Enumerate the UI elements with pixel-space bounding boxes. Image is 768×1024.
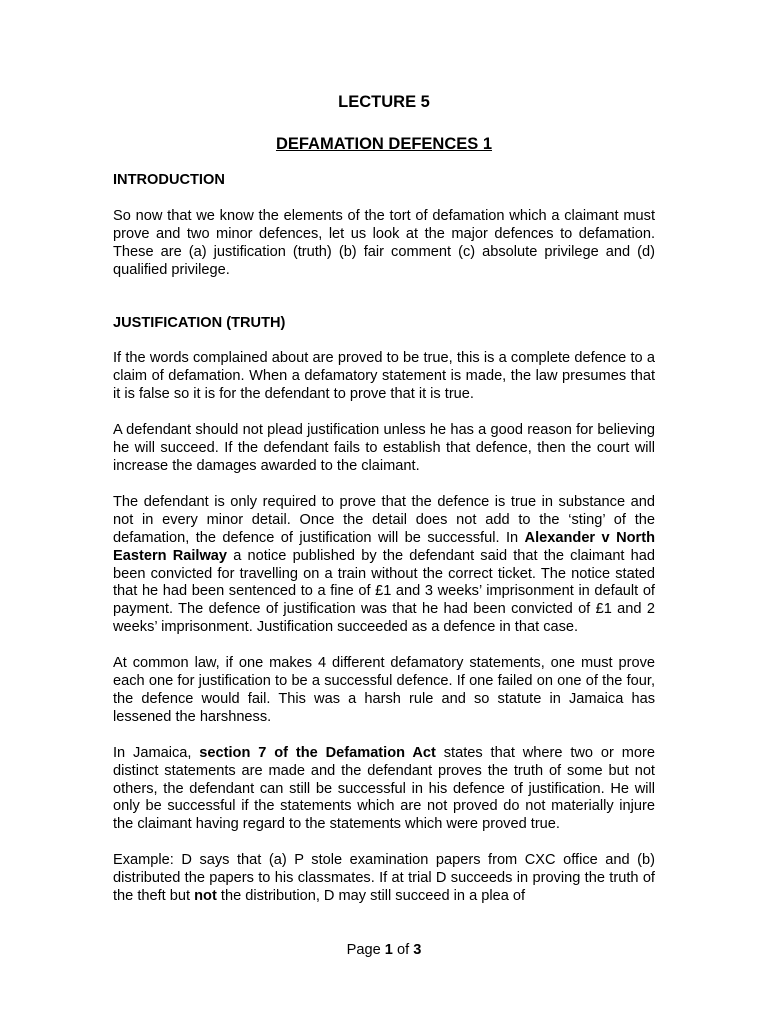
paragraph-plead-justification: A defendant should not plead justification unless he has a good reason for believing he will succeed. If the defendant fails to establish that defence, then the court will increase the damages awarded to the claimant.	[113, 422, 655, 474]
paragraph-complete-defence: If the words complained about are proved to be true, this is a complete defence to a claim of defamation. When a defamatory statement is made, the law presumes that it is false so it is for the defendant to prove that it is true.	[113, 350, 655, 403]
page-label: Page	[346, 942, 385, 958]
paragraph-jamaica-statute	[113, 745, 655, 835]
paragraph-example-text-a: Example: D says that (a) P stole examination papers from CXC office and (b) distributed the papers to his classmates. If at trial D succeeds in proving the truth of the theft but	[113, 852, 655, 905]
document-subtitle: DEFAMATION DEFENCES 1	[275, 135, 493, 153]
of-label: of	[392, 942, 414, 958]
introduction-heading: INTRODUCTION	[113, 172, 225, 188]
page-number: 1	[384, 942, 393, 958]
paragraph-substance-text-b: a notice published by the defendant said that the claimant had been convicted for travelling on a train without the correct ticket. The notice stated that he had been sentenced to a fine of £1 and 3 weeks’ imprisonment in default of payment. The defence of justification was that he had been convicted of £1 and 2 weeks’ imprisonment. Justification succeeded as a defence in that case.	[113, 547, 655, 636]
emphasis-not: not	[194, 888, 217, 905]
paragraph-common-law: At common law, if one makes 4 different defamatory statements, one must prove each one for justification to be a successful defence. If one failed on one of the four, the defence would fail. This was a harsh rule and so statute in Jamaica has lessened the harshness.	[113, 655, 655, 725]
document-body	[113, 92, 655, 906]
paragraph-example	[113, 852, 655, 906]
page-footer	[0, 941, 768, 959]
paragraph-jamaica-text-a: In Jamaica,	[113, 744, 200, 761]
justification-heading: JUSTIFICATION (TRUTH)	[113, 314, 286, 331]
statute-reference: section 7 of the Defamation Act	[199, 744, 436, 761]
paragraph-example-text-b: the distribution, D may still succeed in a plea of	[216, 888, 526, 905]
introduction-paragraph: So now that we know the elements of the tort of defamation which a claimant must prove and two minor defences, let us look at the major defences to defamation. These are (a) justification (truth) (b) fair comment (c) absolute privilege and (d) qualified privilege.	[113, 207, 655, 278]
paragraph-substance-text-a: The defendant is only required to prove that the defence is true in substance and not in every minor detail. Once the detail does not add to the ‘sting’ of the defamation, the defence of justification will be successful. In	[113, 493, 655, 546]
paragraph-jamaica-text-b: states that where two or more distinct statements are made and the defendant proves the truth of some but not others, the defendant can still be successful in his defence of justification. He will only be successful if the statements which are not proved do not materially injure the claimant having regard to the statements which were proved true.	[113, 744, 655, 833]
lecture-title: LECTURE 5	[338, 93, 430, 111]
paragraph-substance	[113, 494, 655, 637]
total-pages: 3	[413, 942, 422, 958]
case-name-alexander: Alexander v North Eastern Railway	[113, 529, 655, 564]
